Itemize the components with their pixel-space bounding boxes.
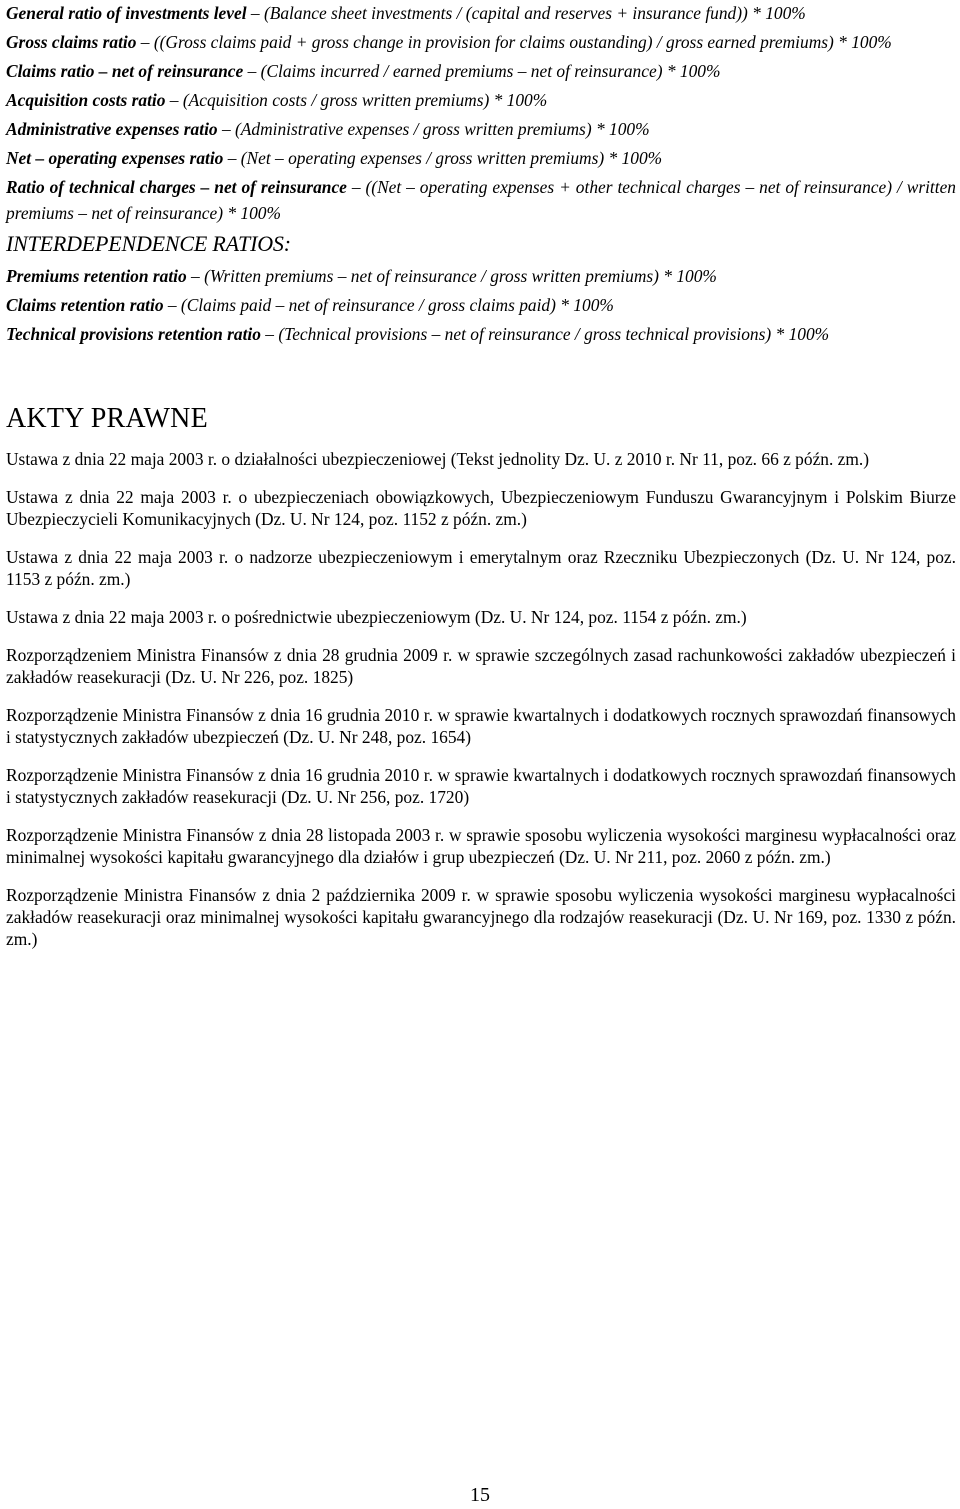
legal-act-item: Ustawa z dnia 22 maja 2003 r. o ubezpieczeniach obowiązkowych, Ubezpieczeniowym Funduszu Gwarancyjnym i Polskim Biurze Ubezpieczycieli Komunikacyjnych (Dz. U. Nr 124, poz. 1152 z późn. zm.) [6, 487, 956, 529]
ratio-formula: (Claims paid – net of reinsurance / gross claims paid) * 100% [180, 295, 614, 315]
ratio-term: Claims retention ratio [6, 295, 164, 315]
ratio-term: General ratio of investments level [6, 3, 247, 23]
ratio-formula: (Net – operating expenses / gross written premiums) * 100% [240, 148, 663, 168]
ratio-definition: Ratio of technical charges – net of reinsurance – ((Net – operating expenses + other technical charges – net of reinsurance) / written premiums – net of reinsurance) * 100% [6, 177, 957, 223]
ratio-formula: (Claims incurred / earned premiums – net of reinsurance) * 100% [260, 61, 721, 81]
legal-act-item: Rozporządzeniem Ministra Finansów z dnia 28 grudnia 2009 r. w sprawie szczególnych zasad rachunkowości zakładów ubezpieczeń i zakładów reasekuracji (Dz. U. Nr 226, poz. 1825) [6, 645, 956, 687]
ratio-term: Net – operating expenses ratio [6, 148, 224, 168]
ratio-definition: Technical provisions retention ratio – (Technical provisions – net of reinsurance / gross technical provisions) * 100% [6, 324, 830, 344]
ratio-definition: Administrative expenses ratio – (Administrative expenses / gross written premiums) * 100% [6, 119, 650, 139]
legal-act-item: Rozporządzenie Ministra Finansów z dnia 2 października 2009 r. w sprawie sposobu wyliczenia wysokości marginesu wypłacalności zakładów reasekuracji oraz minimalnej wysokości kapitału gwarancyjnego dla rodzajów reasekuracji (Dz. U. Nr 169, poz. 1330 z późn. zm.) [6, 885, 956, 949]
ratio-formula: (Acquisition costs / gross written premiums) * 100% [182, 90, 548, 110]
ratio-term: Premiums retention ratio [6, 266, 187, 286]
ratio-term: Administrative expenses ratio [6, 119, 218, 139]
section-spacer [6, 350, 956, 402]
ratio-term: Acquisition costs ratio [6, 90, 166, 110]
ratio-definition: Claims ratio – net of reinsurance – (Claims incurred / earned premiums – net of reinsurance) * 100% [6, 61, 721, 81]
legal-acts-heading: AKTY PRAWNE [6, 403, 208, 434]
ratio-formula: (Technical provisions – net of reinsurance / gross technical provisions) * 100% [278, 324, 830, 344]
interdependence-heading: INTERDEPENDENCE RATIOS: [6, 231, 291, 256]
ratio-definition: Claims retention ratio – (Claims paid – net of reinsurance / gross claims paid) * 100% [6, 295, 614, 315]
ratio-term: Claims ratio – net of reinsurance [6, 61, 244, 81]
ratio-term: Gross claims ratio [6, 32, 137, 52]
ratio-definition: Net – operating expenses ratio – (Net – operating expenses / gross written premiums) * 100% [6, 148, 663, 168]
ratio-formula: ((Gross claims paid + gross change in provision for claims oustanding) / gross earned premiums) * 100% [153, 32, 892, 52]
ratio-definition: Premiums retention ratio – (Written premiums – net of reinsurance / gross written premiums) * 100% [6, 266, 717, 286]
ratio-list-interdependence [6, 263, 956, 347]
ratio-formula: ((Net – operating expenses + other technical charges – net of reinsurance) / written premiums – net of reinsurance) * 100% [6, 177, 957, 223]
ratio-definition: Acquisition costs ratio – (Acquisition costs / gross written premiums) * 100% [6, 90, 548, 110]
ratio-formula: (Written premiums – net of reinsurance / gross written premiums) * 100% [204, 266, 717, 286]
legal-acts-list [6, 448, 956, 950]
legal-act-item: Rozporządzenie Ministra Finansów z dnia 28 listopada 2003 r. w sprawie sposobu wyliczenia wysokości marginesu wypłacalności oraz minimalnej wysokości kapitału gwarancyjnego dla działów i grup ubezpieczeń (Dz. U. Nr 211, poz. 2060 z późn. zm.) [6, 825, 956, 867]
legal-act-item: Ustawa z dnia 22 maja 2003 r. o działalności ubezpieczeniowej (Tekst jednolity Dz. U. z 2010 r. Nr 11, poz. 66 z późn. zm.) [6, 449, 870, 469]
ratio-term: Ratio of technical charges – net of reinsurance [6, 177, 347, 197]
ratio-term: Technical provisions retention ratio [6, 324, 261, 344]
document-page [6, 0, 956, 966]
legal-act-item: Ustawa z dnia 22 maja 2003 r. o pośrednictwie ubezpieczeniowym (Dz. U. Nr 124, poz. 1154 z późn. zm.) [6, 607, 747, 627]
legal-act-item: Rozporządzenie Ministra Finansów z dnia 16 grudnia 2010 r. w sprawie kwartalnych i dodatkowych rocznych sprawozdań finansowych i statystycznych zakładów reasekuracji (Dz. U. Nr 256, poz. 1720) [6, 765, 956, 807]
ratio-definition: General ratio of investments level – (Balance sheet investments / (capital and reserves + insurance fund)) * 100% [6, 3, 806, 23]
ratio-formula: (Balance sheet investments / (capital and reserves + insurance fund)) * 100% [263, 3, 806, 23]
legal-act-item: Rozporządzenie Ministra Finansów z dnia 16 grudnia 2010 r. w sprawie kwartalnych i dodatkowych rocznych sprawozdań finansowych i statystycznych zakładów ubezpieczeń (Dz. U. Nr 248, poz. 1654) [6, 705, 956, 747]
legal-act-item: Ustawa z dnia 22 maja 2003 r. o nadzorze ubezpieczeniowym i emerytalnym oraz Rzeczniku Ubezpieczonych (Dz. U. Nr 124, poz. 1153 z późn. zm.) [6, 547, 956, 589]
ratio-formula: (Administrative expenses / gross written premiums) * 100% [234, 119, 650, 139]
ratio-list-general [6, 0, 956, 226]
page-number: 15 [470, 1484, 490, 1506]
ratio-definition: Gross claims ratio – ((Gross claims paid + gross change in provision for claims oustanding) / gross earned premiums) * 100% [6, 32, 892, 52]
